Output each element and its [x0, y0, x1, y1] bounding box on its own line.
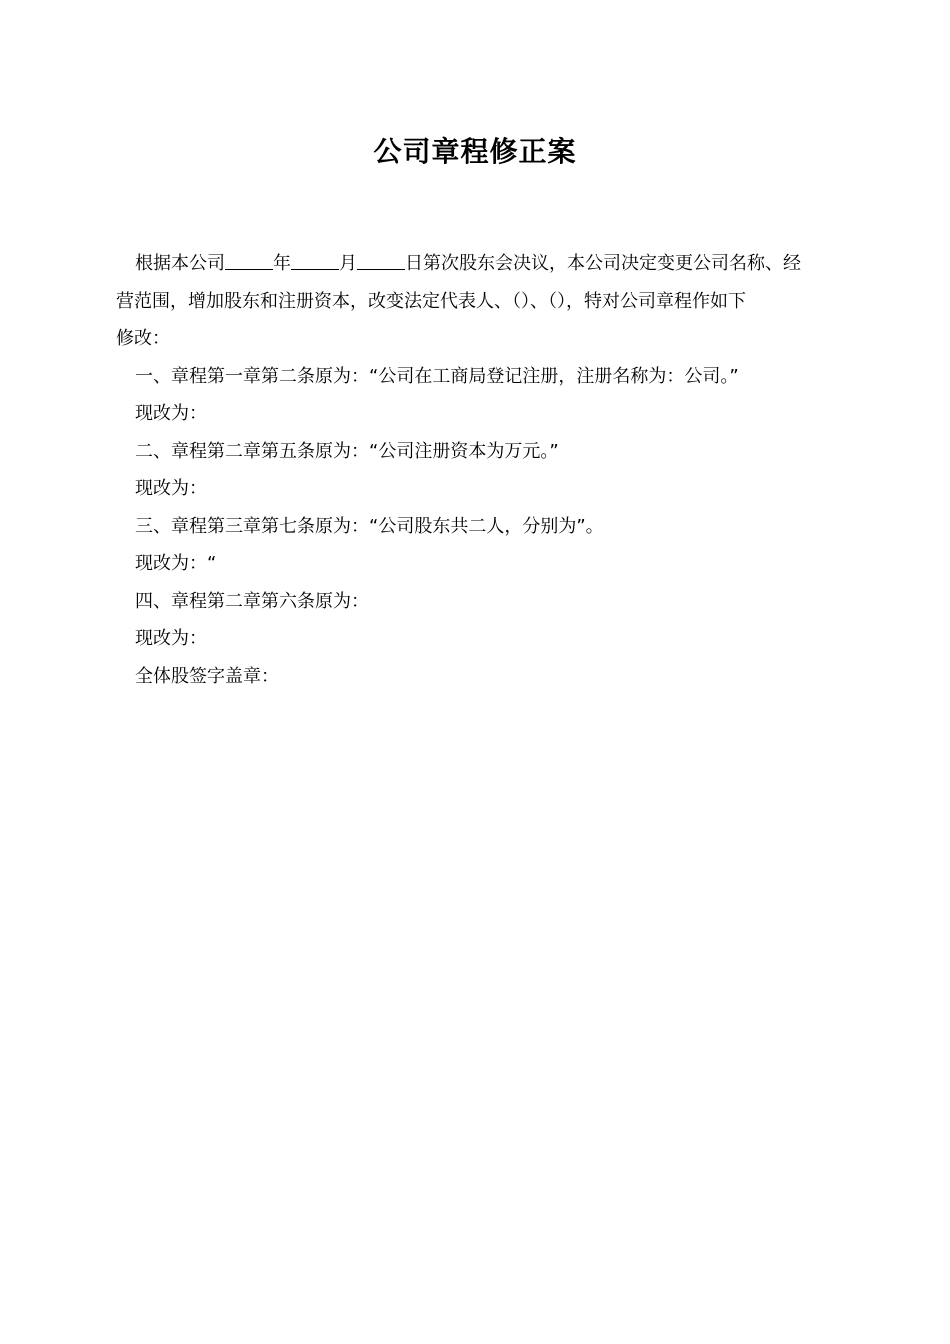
amendment-item-4-revised: 现改为： — [135, 628, 207, 649]
document-title: 公司章程修正案 — [373, 135, 577, 168]
intro-text-year: 年 — [273, 253, 291, 274]
amendment-item-1-original: 一、章程第一章第二条原为：“公司在工商局登记注册，注册名称为：公司。” — [135, 365, 739, 387]
amendment-item-2-revised: 现改为： — [135, 478, 207, 499]
blank-day — [357, 251, 405, 270]
intro-line-3: 修改： — [116, 328, 170, 349]
amendment-item-4-original: 四、章程第二章第六条原为： — [135, 590, 369, 612]
document-body — [116, 245, 838, 695]
amendment-item-3-original: 三、章程第三章第七条原为：“公司股东共二人，分别为”。 — [135, 515, 604, 537]
blank-month — [291, 251, 339, 270]
intro-text-resolution: 日第次股东会决议，本公司决定变更公司名称、经 — [405, 253, 801, 274]
amendment-item-3-revised: 现改为：“ — [135, 553, 217, 574]
blank-year — [225, 251, 273, 270]
amendment-item-1-revised: 现改为： — [135, 403, 207, 424]
intro-text-month: 月 — [339, 253, 357, 274]
intro-line-2: 营范围，增加股东和注册资本，改变法定代表人、（）、（），特对公司章程作如下 — [116, 290, 746, 312]
intro-line-1 — [116, 245, 838, 283]
shareholder-signature-line: 全体股签字盖章： — [135, 665, 279, 687]
intro-text-company: 根据本公司 — [135, 253, 225, 274]
amendment-item-2-original: 二、章程第二章第五条原为：“公司注册资本为万元。” — [135, 440, 559, 462]
